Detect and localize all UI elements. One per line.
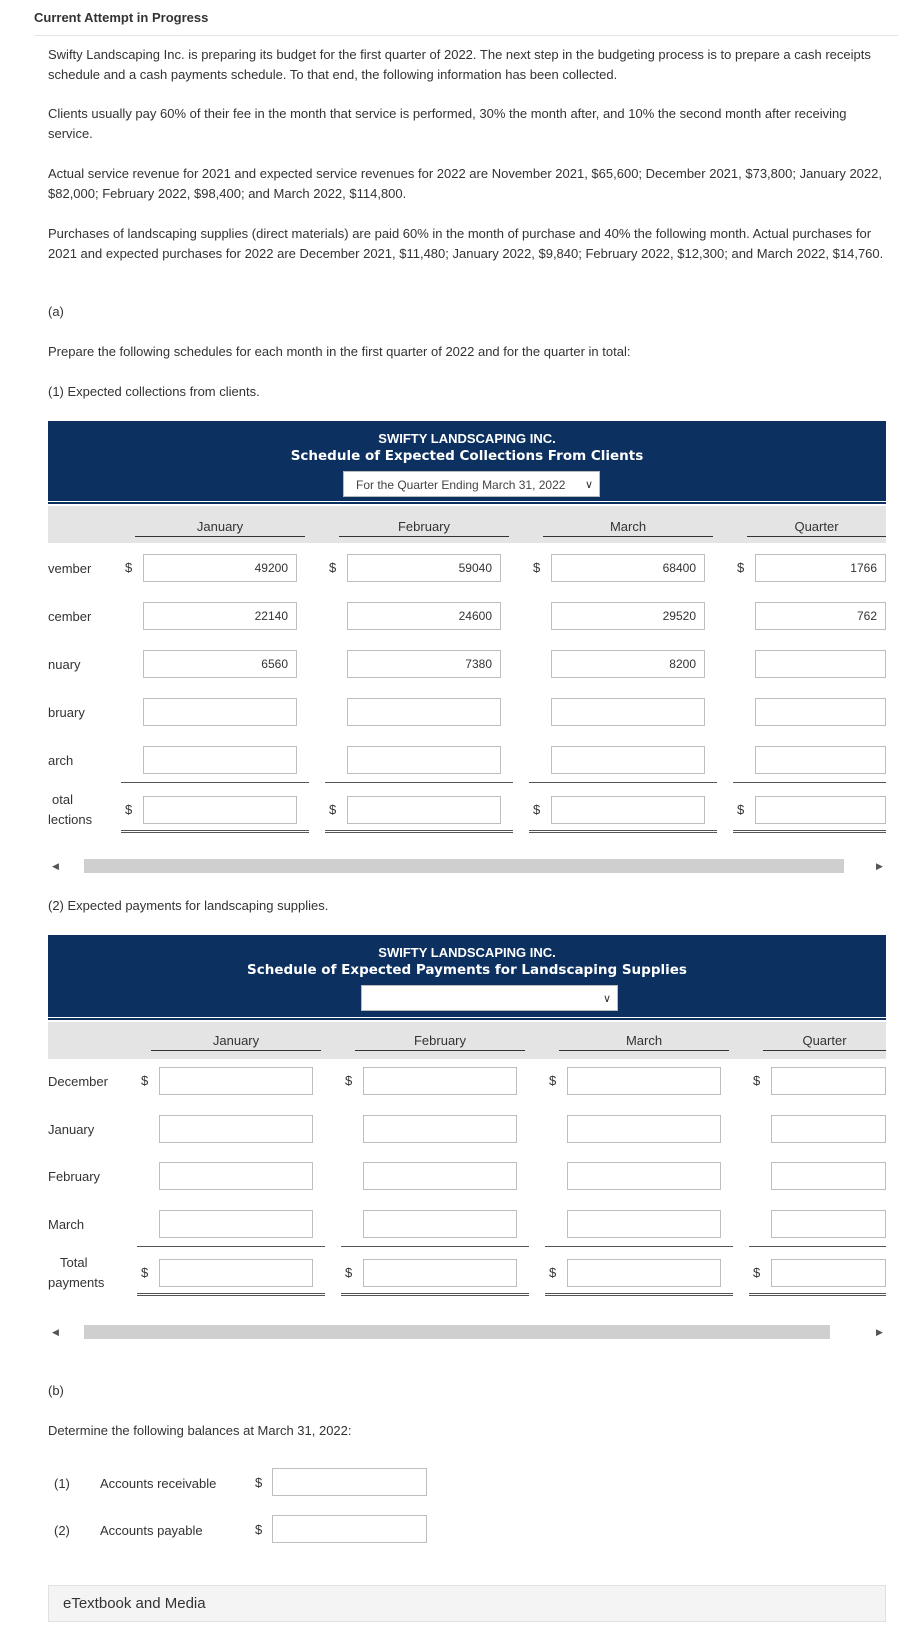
part-a-sub2: (2) Expected payments for landscaping supplies.	[48, 898, 329, 913]
input-payments-r1-c2[interactable]	[567, 1115, 721, 1143]
total-collections-c3[interactable]	[755, 796, 886, 824]
total-payments-c2[interactable]	[567, 1259, 721, 1287]
currency-symbol: $	[533, 802, 541, 817]
total-double-rule	[529, 830, 717, 833]
part-b-instruction: Determine the following balances at March 31, 2022:	[48, 1423, 352, 1438]
collections-banner	[48, 421, 886, 501]
total-payments-c0[interactable]	[159, 1259, 313, 1287]
input-payments-r2-c0[interactable]	[159, 1162, 313, 1190]
subtotal-rule	[325, 782, 513, 783]
column-header-march: March	[559, 1033, 729, 1051]
payments-scroll-thumb[interactable]	[84, 1325, 830, 1339]
input-collections-r4-c3[interactable]	[755, 746, 886, 774]
accounts-payable-input[interactable]	[272, 1515, 427, 1543]
total-double-rule	[545, 1293, 733, 1296]
chevron-down-icon: ∨	[602, 993, 611, 1005]
currency-symbol: $	[345, 1265, 353, 1280]
balance-ar-number: (1)	[54, 1476, 70, 1491]
row-label: arch	[48, 753, 74, 768]
input-collections-r3-c3[interactable]	[755, 698, 886, 726]
currency-symbol: $	[753, 1265, 761, 1280]
currency-symbol: $	[737, 560, 745, 575]
part-a-instruction: Prepare the following schedules for each month in the first quarter of 2022 and for the quarter in total:	[48, 344, 631, 359]
column-header-quarter: Quarter	[747, 519, 886, 537]
input-payments-r3-c0[interactable]	[159, 1210, 313, 1238]
input-collections-r2-c2[interactable]	[551, 650, 705, 678]
etextbook-media-button[interactable]: eTextbook and Media	[48, 1585, 886, 1622]
total-double-rule	[121, 830, 309, 833]
balance-ap-label: Accounts payable	[100, 1523, 203, 1538]
input-collections-r0-c0[interactable]	[143, 554, 297, 582]
input-collections-r4-c0[interactable]	[143, 746, 297, 774]
collections-company: SWIFTY LANDSCAPING INC.	[378, 431, 556, 446]
currency-symbol: $	[125, 802, 133, 817]
problem-intro: Swifty Landscaping Inc. is preparing its budget for the first quarter of 2022. The next step in the budgeting process is to prepare a cash receipts schedule and a cash payments schedule. To that end, the following information has been collected.	[48, 47, 871, 82]
part-a-label: (a)	[48, 304, 64, 319]
part-a-sub1: (1) Expected collections from clients.	[48, 384, 260, 399]
input-payments-r0-c0[interactable]	[159, 1067, 313, 1095]
collections-scroll-thumb[interactable]	[84, 859, 844, 873]
total-payments-c3[interactable]	[771, 1259, 886, 1287]
input-collections-r3-c0[interactable]	[143, 698, 297, 726]
input-collections-r1-c3[interactable]	[755, 602, 886, 630]
header-divider	[34, 35, 898, 36]
currency-symbol: $	[255, 1475, 263, 1490]
subtotal-rule	[137, 1246, 325, 1247]
input-collections-r1-c2[interactable]	[551, 602, 705, 630]
problem-collections-pattern: Clients usually pay 60% of their fee in the month that service is performed, 30% the month after, and 10% the second month after receiving service.	[48, 106, 847, 141]
balance-ar-label: Accounts receivable	[100, 1476, 217, 1491]
total-collections-c0[interactable]	[143, 796, 297, 824]
input-collections-r4-c1[interactable]	[347, 746, 501, 774]
input-payments-r1-c0[interactable]	[159, 1115, 313, 1143]
row-label: January	[48, 1121, 95, 1137]
payments-company: SWIFTY LANDSCAPING INC.	[378, 945, 556, 960]
subtotal-rule	[121, 782, 309, 783]
currency-symbol: $	[533, 560, 541, 575]
subtotal-rule	[529, 782, 717, 783]
input-collections-r0-c1[interactable]	[347, 554, 501, 582]
total-label-line2: payments	[48, 1275, 105, 1290]
input-collections-r1-c0[interactable]	[143, 602, 297, 630]
subtotal-rule	[341, 1246, 529, 1247]
row-label: December	[48, 1074, 108, 1089]
total-double-rule	[137, 1293, 325, 1296]
row-label: March	[48, 1216, 85, 1232]
column-header-march: March	[543, 519, 713, 537]
problem-revenues: Actual service revenue for 2021 and expected service revenues for 2022 are November 2021, $65,600; December 2021, $73,800; January 2022, $82,000; February 2022, $98,400; and March 2022, $114,800.	[48, 166, 882, 201]
input-payments-r0-c3[interactable]	[771, 1067, 886, 1095]
total-collections-c2[interactable]	[551, 796, 705, 824]
subtotal-rule	[545, 1246, 733, 1247]
total-label-line2: lections	[48, 812, 93, 827]
input-collections-r2-c0[interactable]	[143, 650, 297, 678]
currency-symbol: $	[141, 1265, 149, 1280]
payments-banner	[48, 935, 886, 1017]
input-payments-r2-c2[interactable]	[567, 1162, 721, 1190]
input-collections-r0-c3[interactable]	[755, 554, 886, 582]
input-payments-r2-c3[interactable]	[771, 1162, 886, 1190]
currency-symbol: $	[255, 1522, 263, 1537]
input-payments-r0-c2[interactable]	[567, 1067, 721, 1095]
row-label: nuary	[48, 657, 81, 672]
input-payments-r3-c1[interactable]	[363, 1210, 517, 1238]
input-collections-r3-c2[interactable]	[551, 698, 705, 726]
column-header-january: January	[135, 519, 305, 537]
currency-symbol: $	[329, 802, 337, 817]
currency-symbol: $	[737, 802, 745, 817]
collections-period-select[interactable]	[343, 471, 600, 497]
total-collections-c1[interactable]	[347, 796, 501, 824]
currency-symbol: $	[125, 560, 133, 575]
subtotal-rule	[733, 782, 886, 783]
input-payments-r2-c1[interactable]	[363, 1162, 517, 1190]
total-label-line1: Total	[60, 1255, 88, 1270]
accounts-receivable-input[interactable]	[272, 1468, 427, 1496]
total-payments-c1[interactable]	[363, 1259, 517, 1287]
collections-band-rule	[48, 502, 886, 504]
currency-symbol: $	[549, 1265, 557, 1280]
input-collections-r2-c1[interactable]	[347, 650, 501, 678]
input-payments-r1-c1[interactable]	[363, 1115, 517, 1143]
total-double-rule	[749, 1293, 886, 1296]
input-payments-r0-c1[interactable]	[363, 1067, 517, 1095]
payments-title: Schedule of Expected Payments for Landscaping Supplies	[247, 962, 687, 978]
subtotal-rule	[749, 1246, 886, 1247]
column-header-quarter: Quarter	[763, 1033, 886, 1051]
currency-symbol: $	[549, 1073, 557, 1088]
collections-period-value: For the Quarter Ending March 31, 2022	[356, 478, 566, 492]
row-label: cember	[48, 609, 92, 624]
input-collections-r1-c1[interactable]	[347, 602, 501, 630]
input-payments-r3-c2[interactable]	[567, 1210, 721, 1238]
currency-symbol: $	[345, 1073, 353, 1088]
input-payments-r1-c3[interactable]	[771, 1115, 886, 1143]
scroll-right-icon[interactable]: ▶	[876, 1327, 883, 1337]
payments-scrollbar[interactable]	[48, 1325, 886, 1339]
total-double-rule	[733, 830, 886, 833]
input-collections-r0-c2[interactable]	[551, 554, 705, 582]
currency-symbol: $	[329, 560, 337, 575]
chevron-down-icon: ∨	[584, 479, 593, 491]
row-label: bruary	[48, 705, 85, 720]
collections-scrollbar[interactable]	[48, 859, 886, 873]
payments-period-select[interactable]	[361, 985, 618, 1011]
input-collections-r3-c1[interactable]	[347, 698, 501, 726]
input-payments-r3-c3[interactable]	[771, 1210, 886, 1238]
scroll-left-icon[interactable]: ◀	[52, 861, 59, 871]
total-label-line1: otal	[52, 792, 73, 807]
scroll-left-icon[interactable]: ◀	[52, 1327, 59, 1337]
total-double-rule	[341, 1293, 529, 1296]
currency-symbol: $	[141, 1073, 149, 1088]
column-header-february: February	[355, 1033, 525, 1051]
row-label: February	[48, 1169, 101, 1184]
column-header-february: February	[339, 519, 509, 537]
currency-symbol: $	[753, 1073, 761, 1088]
total-double-rule	[325, 830, 513, 833]
payments-band-rule	[48, 1018, 886, 1020]
attempt-status-heading: Current Attempt in Progress	[34, 10, 209, 25]
collections-title: Schedule of Expected Collections From Clients	[290, 448, 644, 464]
column-header-january: January	[151, 1033, 321, 1051]
input-collections-r2-c3[interactable]	[755, 650, 886, 678]
problem-purchases: Purchases of landscaping supplies (direct materials) are paid 60% in the month of purchase and 40% the following month. Actual purchases for 2021 and expected purchases for 2022 are December 2021, $11,480; January 2022, $9,840; February 2022, $12,300; and March 2022, $14,760.	[48, 226, 884, 261]
balance-ap-number: (2)	[54, 1523, 70, 1538]
input-collections-r4-c2[interactable]	[551, 746, 705, 774]
scroll-right-icon[interactable]: ▶	[876, 861, 883, 871]
row-label: vember	[48, 561, 92, 576]
part-b-label: (b)	[48, 1383, 64, 1398]
